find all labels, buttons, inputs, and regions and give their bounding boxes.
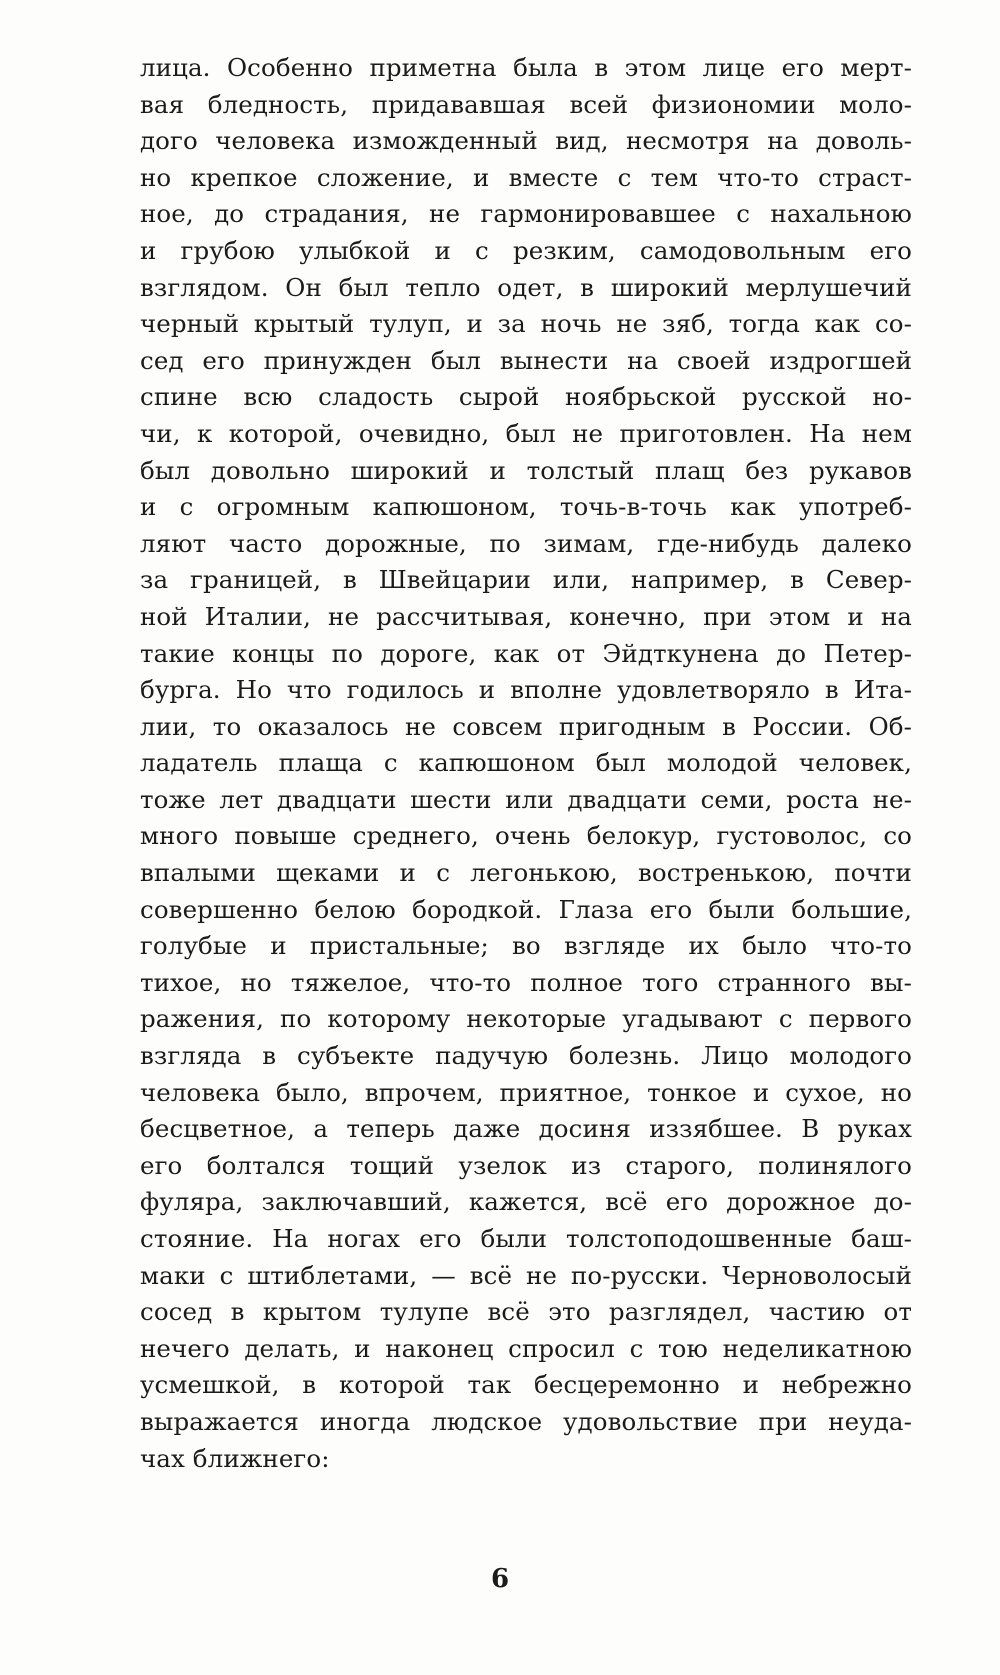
- text-line-8: черный крытый тулуп, и за ночь не зяб, тогда как со-: [140, 309, 912, 339]
- text-line-23: впалыми щеками и с легонькою, востренькою, почти: [140, 858, 912, 888]
- text-line-38: выражается иногда людское удовольствие при неуда-: [140, 1406, 912, 1436]
- text-line-10: спине всю сладость сырой ноябрьской русской но-: [140, 382, 912, 412]
- text-line-16: ной Италии, не рассчитывая, конечно, при этом и на: [140, 601, 912, 631]
- text-line-25: голубые и пристальные; во взгляде их было что-то: [140, 931, 912, 961]
- text-line-5: ное, до страдания, не гармонировавшее с нахальною: [140, 199, 912, 229]
- text-line-22: много повыше среднего, очень белокур, густоволос, со: [140, 821, 912, 851]
- text-line-2: вая бледность, придававшая всей физиономии моло-: [140, 89, 912, 119]
- text-line-19: лии, то оказалось не совсем пригодным в России. Об-: [140, 711, 912, 741]
- text-line-37: усмешкой, в которой так бесцеремонно и небрежно: [140, 1370, 912, 1400]
- text-line-24: совершенно белою бородкой. Глаза его были большие,: [140, 894, 912, 924]
- text-line-6: и грубою улыбкой и с резким, самодовольным его: [140, 235, 912, 265]
- text-line-29: человека было, впрочем, приятное, тонкое и сухое, но: [140, 1077, 912, 1107]
- text-line-33: стояние. На ногах его были толстоподошвенные баш-: [140, 1224, 912, 1253]
- page-number: 6: [490, 1564, 510, 1594]
- text-line-17: такие концы по дороге, как от Эйдткунена до Петер-: [140, 638, 912, 668]
- text-line-1: лица. Особенно приметна была в этом лице его мерт-: [140, 53, 912, 82]
- text-line-15: за границей, в Швейцарии или, например, в Север-: [140, 565, 912, 595]
- text-line-21: тоже лет двадцати шести или двадцати семи, роста не-: [140, 784, 912, 814]
- text-line-28: взгляда в субъекте падучую болезнь. Лицо молодого: [140, 1041, 912, 1071]
- text-line-4: но крепкое сложение, и вместе с тем что-то страст-: [140, 162, 912, 192]
- text-line-27: ражения, по которому некоторые угадывают с первого: [140, 1004, 912, 1034]
- text-line-31: его болтался тощий узелок из старого, полинялого: [140, 1150, 912, 1180]
- text-line-26: тихое, но тяжелое, что-то полное того странного вы-: [140, 967, 912, 997]
- text-line-30: бесцветное, а теперь даже досиня иззябшее. В руках: [140, 1114, 912, 1144]
- text-line-35: сосед в крытом тулупе всё это разглядел, частию от: [140, 1297, 912, 1327]
- body-text: [140, 50, 912, 1477]
- text-line-18: бурга. Но что годилось и вполне удовлетворяло в Ита-: [140, 675, 912, 705]
- text-line-14: ляют часто дорожные, по зимам, где-нибудь далеко: [140, 528, 912, 558]
- text-line-32: фуляра, заключавший, кажется, всё его дорожное до-: [140, 1187, 912, 1217]
- text-line-34: маки с штиблетами, — всё не по-русски. Черноволосый: [140, 1260, 912, 1290]
- text-line-36: нечего делать, и наконец спросил с тою неделикатною: [140, 1333, 912, 1363]
- text-line-11: чи, к которой, очевидно, был не приготовлен. На нем: [140, 418, 912, 448]
- text-line-39: чах ближнего:: [140, 1443, 330, 1473]
- text-line-13: и с огромным капюшоном, точь-в-точь как употреб-: [140, 492, 912, 522]
- text-line-20: ладатель плаща с капюшоном был молодой человек,: [140, 748, 912, 778]
- text-line-3: дого человека изможденный вид, несмотря на доволь-: [140, 126, 912, 156]
- text-line-12: был довольно широкий и толстый плащ без рукавов: [140, 455, 912, 485]
- text-line-7: взглядом. Он был тепло одет, в широкий мерлушечий: [140, 272, 912, 302]
- text-line-9: сед его принужден был вынести на своей издрогшей: [140, 345, 912, 375]
